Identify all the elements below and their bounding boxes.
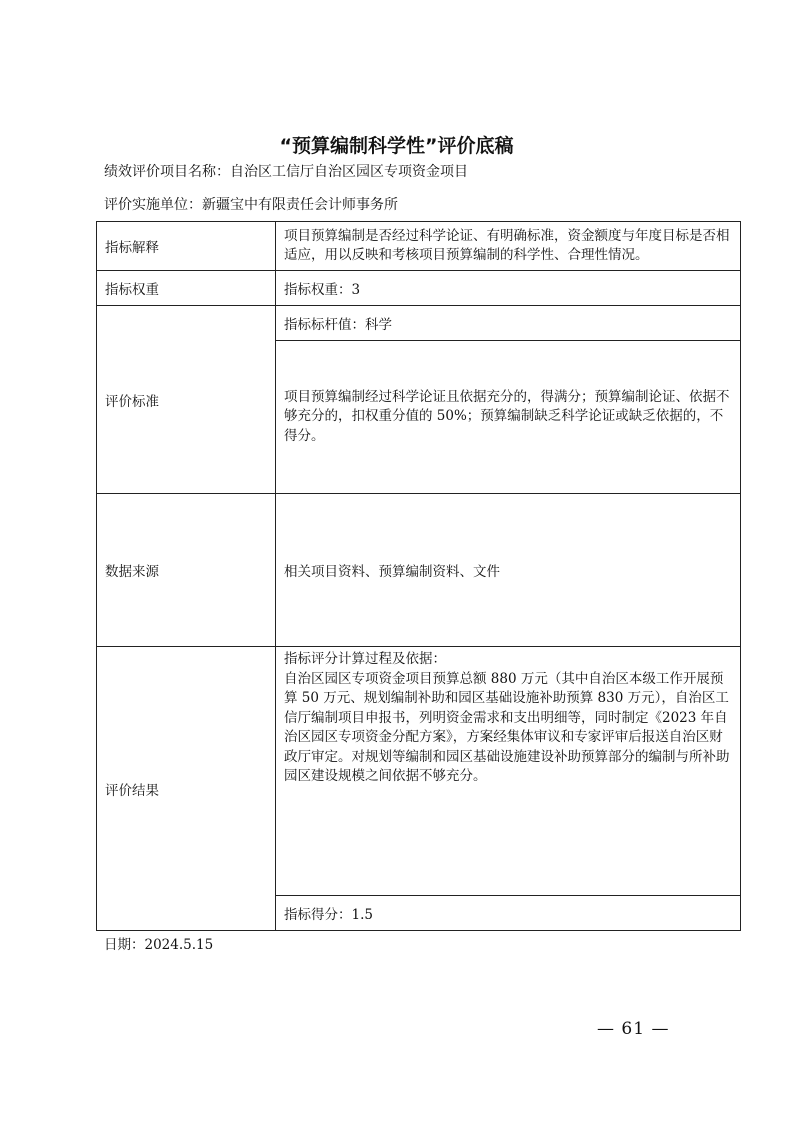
label-explain: 指标解释: [97, 222, 276, 271]
content-weight: 指标权重：3: [276, 271, 741, 306]
label-result: 评价结果: [97, 647, 276, 931]
row-result-process: [97, 647, 741, 896]
evaluation-unit: 评价实施单位：新疆宝中有限责任会计师事务所: [104, 197, 398, 213]
content-result-process: [276, 647, 741, 896]
content-explain: 项目预算编制是否经过科学论证、有明确标准，资金额度与年度目标是否相适应，用以反映和考核项目预算编制的科学性、合理性情况。: [276, 222, 741, 271]
process-title: 指标评分计算过程及依据：: [284, 651, 446, 667]
content-benchmark: 指标标杆值：科学: [276, 306, 741, 341]
content-score: 指标得分：1.5: [276, 896, 741, 931]
label-weight: 指标权重: [97, 271, 276, 306]
label-source: 数据来源: [97, 494, 276, 647]
process-text: 自治区园区专项资金项目预算总额 880 万元（其中自治区本级工作开展预算 50 万元、规划编制补助和园区基础设施补助预算 830 万元），自治区工信厅编制项目申报书，列明资金需求和支出明细等，同时制定《2023 年自治区园区专项资金分配方案》，方案经集体审议和专家评审后报送自治区财政厅审定。对规划等编制和园区基础设施建设补助预算部分的编制与所补助园区建设规模之间依据不够充分。: [284, 670, 730, 784]
row-source: [97, 494, 741, 647]
page-title: “预算编制科学性”评价底稿: [279, 135, 514, 157]
row-weight: [97, 271, 741, 306]
row-explain: [97, 222, 741, 271]
date-text: 日期：2024.5.15: [104, 937, 214, 953]
content-source: 相关项目资料、预算编制资料、文件: [276, 494, 741, 647]
row-standard-benchmark: [97, 306, 741, 341]
evaluation-table: [96, 221, 741, 931]
project-name: 绩效评价项目名称：自治区工信厅自治区园区专项资金项目: [104, 164, 468, 180]
page-number: — 61 —: [597, 1019, 670, 1039]
label-standard: 评价标准: [97, 306, 276, 494]
content-standard: 项目预算编制经过科学论证且依据充分的，得满分；预算编制论证、依据不够充分的，扣权重分值的 50%；预算编制缺乏科学论证或缺乏依据的，不得分。: [276, 341, 741, 494]
